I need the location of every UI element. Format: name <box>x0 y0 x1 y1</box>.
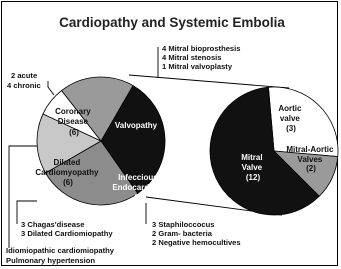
annotation-cardiomyopathy-details: 3 Chagas'disease 3 Dilated Cardiomiopathy <box>21 220 113 238</box>
slice-label-mitral-valve: Mitral Valve (12) <box>241 153 263 182</box>
annotation-coronary-details: 2 acute 4 chronic <box>7 71 41 90</box>
slice-label-infectious-endocarditis: Infeccious Endocardittis (7) <box>112 173 164 202</box>
slice-label-coronary-disease: Coronary Disease (6) <box>55 107 91 137</box>
slice-label-mitral-aortic-valves: Mitral-Aortic Valves (2) <box>286 145 334 173</box>
annotation-endocarditis-details: 3 Staphiloccocus 2 Gram- bacteria 2 Negative hemocultives <box>152 220 241 247</box>
chart-title: Cardiopathy and Systemic Embolia <box>59 15 285 30</box>
connector-line-top <box>129 75 289 88</box>
slice-label-aortic-valve: Aortic valve (3) <box>278 104 302 133</box>
annotation-mitral-details: 4 Mitral bioprosthesis 4 Mitral stenosis 1 Mitral valvoplasty <box>162 44 241 71</box>
annotation-other-causes: Idiomiopathic cardiomiopathy Pulmonary hypertension <box>6 246 115 265</box>
slice-label-valvopathy: Valvopathy <box>114 121 158 130</box>
leader-line-coronary-details <box>48 81 54 95</box>
slice-label-dilated-cardiomyopathy: Dilated Cardiomyopathy (6) <box>35 158 99 187</box>
